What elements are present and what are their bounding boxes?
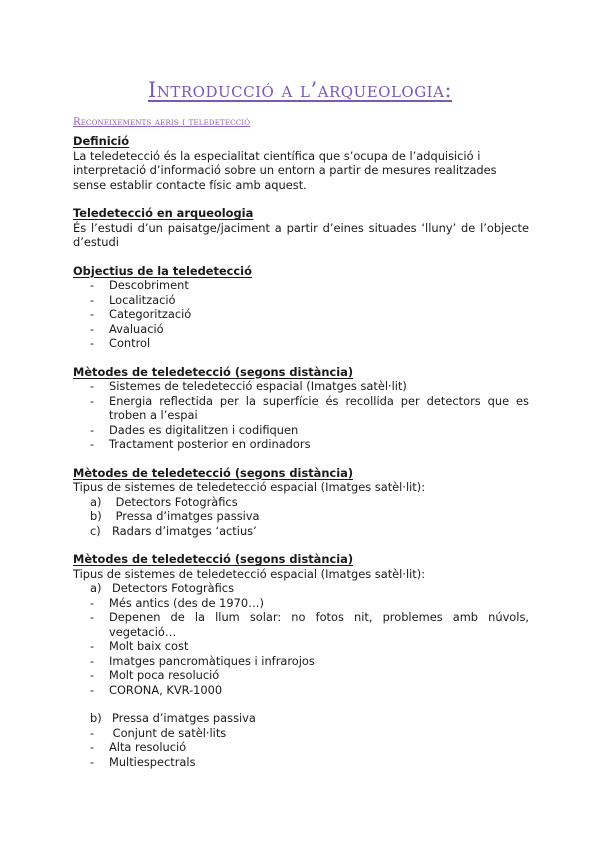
paragraph: És l’estudi d’un paisatge/jaciment a partir d’eines situades ‘lluny’ de l’objecte d’estudi: [73, 220, 529, 249]
list-item: - Conjunt de satèl·lits: [90, 726, 529, 741]
lettered-list: [73, 495, 529, 539]
list-item: [90, 711, 529, 726]
bullet-list: [73, 379, 529, 452]
section-metodes-1: [73, 365, 529, 452]
list-item: - Més antics (des de 1970…): [90, 596, 529, 611]
lettered-list: [73, 581, 529, 596]
list-marker: a): [90, 494, 102, 509]
list-item: [90, 581, 529, 596]
section-teledeteccio-arqueologia: [73, 206, 529, 250]
list-item: - Control: [90, 336, 529, 351]
list-item: - Tractament posterior en ordinadors: [90, 437, 529, 452]
list-marker: a): [90, 581, 102, 595]
lettered-list: [73, 711, 529, 726]
list-item-text: Radars d’imatges ‘actius’: [112, 523, 257, 538]
section-heading: Mètodes de teledetecció (segons distància): [73, 465, 354, 480]
list-item: - Categorització: [90, 307, 529, 322]
list-item-text: Detectors Fotogràfics: [112, 581, 235, 595]
bullet-list: [73, 278, 529, 351]
list-item-text: Pressa d’imatges passiva: [112, 509, 260, 523]
list-marker: b): [90, 509, 102, 523]
list-item: [90, 495, 529, 510]
list-item: - Energia reflectida per la superfície és recollida per detectors que es troben a l’espai: [90, 394, 529, 423]
list-item: - CORONA, KVR-1000: [90, 683, 529, 698]
paragraph: Tipus de sistemes de teledetecció espacial (Imatges satèl·lit):: [73, 480, 426, 494]
list-item: - Descobriment: [90, 278, 529, 293]
list-item: - Depenen de la llum solar: no fotos nit, problemes amb núvols, vegetació…: [90, 610, 529, 639]
bullet-list: [73, 596, 529, 698]
page-title: Introducció a l’arqueologia:: [147, 78, 453, 102]
list-marker: c): [90, 523, 101, 538]
section-heading: Objectius de la teledetecció: [73, 263, 252, 278]
section-objectius: [73, 264, 529, 351]
list-item: - Alta resolució: [90, 740, 529, 755]
bullet-list: [73, 726, 529, 770]
section-definicio: [73, 134, 529, 192]
list-marker: b): [90, 711, 102, 725]
list-item: - Multiespectrals: [90, 755, 529, 770]
list-item-text: Detectors Fotogràfics: [112, 494, 238, 509]
list-item: - Dades es digitalitzen i codifiquen: [90, 423, 529, 438]
section-heading: Mètodes de teledetecció (segons distància): [73, 552, 354, 566]
list-item: - Imatges pancromàtiques i infrarojos: [90, 654, 529, 669]
list-item: - Avaluació: [90, 322, 529, 337]
document-content: [73, 134, 529, 769]
list-item: [90, 509, 529, 524]
list-item-text: Pressa d’imatges passiva: [112, 711, 256, 725]
page-subtitle: Reconeixements aeris i teledetecció: [73, 117, 251, 128]
section-heading: Definició: [73, 134, 130, 148]
section-heading: Mètodes de teledetecció (segons distància): [73, 364, 354, 379]
paragraph: Tipus de sistemes de teledetecció espacial (Imatges satèl·lit):: [73, 566, 426, 581]
section-heading: Teledetecció en arqueologia: [73, 206, 254, 220]
list-item: - Molt baix cost: [90, 639, 529, 654]
list-item: - Sistemes de teledetecció espacial (Imatges satèl·lit): [90, 379, 529, 394]
list-item: [90, 524, 529, 539]
section-metodes-3: [73, 552, 529, 769]
section-metodes-2: [73, 466, 529, 539]
list-item: - Molt poca resolució: [90, 668, 529, 683]
list-item: - Localització: [90, 293, 529, 308]
paragraph: La teledetecció és la especialitat científica que s’ocupa de l’adquisició i interpretació d’informació sobre un entorn a partir de mesures realitzades sense establir contacte físic amb aquest.: [73, 148, 497, 192]
